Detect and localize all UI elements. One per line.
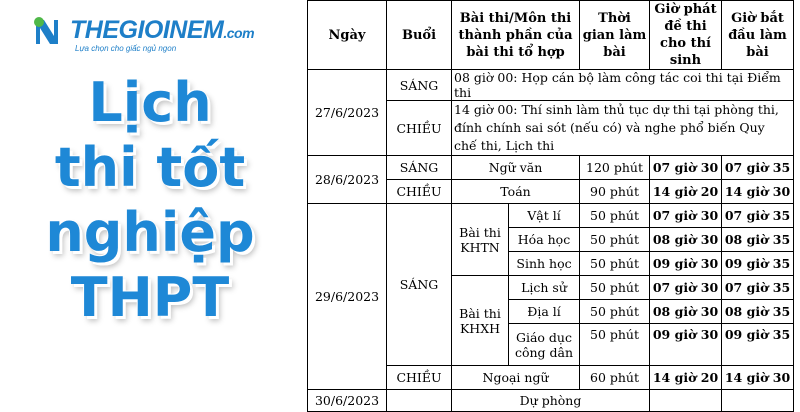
start-time-cell: 07 giờ 35 xyxy=(722,276,794,300)
exam-schedule-table xyxy=(307,0,794,412)
subject-cell: Toán xyxy=(452,180,580,204)
date-cell: 29/6/2023 xyxy=(308,204,387,390)
session-cell: SÁNG xyxy=(387,204,452,366)
session-cell: CHIỀU xyxy=(387,180,452,204)
table-row xyxy=(308,70,794,101)
start-time-cell: 07 giờ 35 xyxy=(722,204,794,228)
paper-time-cell: 14 giờ 20 xyxy=(650,366,722,390)
date-cell: 28/6/2023 xyxy=(308,156,387,204)
title-line: nghiệp xyxy=(45,201,255,264)
note-cell: 08 giờ 00: Họp cán bộ làm công tác coi thi tại Điểm thi xyxy=(452,70,794,101)
start-time-cell: 14 giờ 30 xyxy=(722,366,794,390)
subject-cell: Ngữ văn xyxy=(452,156,580,180)
paper-time-cell: 07 giờ 30 xyxy=(650,156,722,180)
duration-cell: 50 phút xyxy=(580,276,650,300)
subject-cell: Vật lí xyxy=(509,204,580,228)
title-line: THPT xyxy=(70,266,230,329)
logo-brand: THEGIOINEM xyxy=(70,16,224,44)
subject-cell: Địa lí xyxy=(509,300,580,324)
logo-text xyxy=(70,16,254,45)
paper-time-cell: 14 giờ 20 xyxy=(650,180,722,204)
session-cell: SÁNG xyxy=(387,70,452,101)
paper-time-cell: 07 giờ 30 xyxy=(650,204,722,228)
session-cell: CHIỀU xyxy=(387,366,452,390)
subject-cell: Hóa học xyxy=(509,228,580,252)
title-line: thi tốt xyxy=(54,136,246,199)
start-time-cell: 08 giờ 35 xyxy=(722,228,794,252)
table-row xyxy=(308,390,794,412)
start-time-cell: 14 giờ 30 xyxy=(722,180,794,204)
header-ngay: Ngày xyxy=(308,1,387,70)
start-time-cell: 08 giờ 35 xyxy=(722,300,794,324)
subject-cell: Ngoại ngữ xyxy=(452,366,580,390)
session-cell: SÁNG xyxy=(387,156,452,180)
subject-cell: Giáo dục công dân xyxy=(509,324,580,366)
subject-cell: Sinh học xyxy=(509,252,580,276)
start-time-cell: 07 giờ 35 xyxy=(722,156,794,180)
group-cell: Bài thi KHTN xyxy=(452,204,509,276)
logo-suffix: .com xyxy=(223,25,255,41)
paper-time-cell xyxy=(650,390,722,412)
paper-time-cell: 09 giờ 30 xyxy=(650,324,722,366)
session-cell xyxy=(387,390,452,412)
table-row xyxy=(308,156,794,180)
start-time-cell xyxy=(722,390,794,412)
logo[interactable] xyxy=(30,10,260,53)
duration-cell: 50 phút xyxy=(580,252,650,276)
header-phatde: Giờ phát đề thi cho thí sinh xyxy=(650,1,722,70)
session-cell: CHIỀU xyxy=(387,101,452,156)
note-cell: 14 giờ 00: Thí sinh làm thủ tục dự thi tại phòng thi, đính chính sai sót (nếu có) và nghe phổ biến Quy chế thi, Lịch thi xyxy=(452,101,794,156)
moon-logo-icon xyxy=(30,14,64,48)
header-mon: Bài thi/Môn thi thành phần của bài thi tổ hợp xyxy=(452,1,580,70)
duration-cell: 90 phút xyxy=(580,180,650,204)
duration-cell: 50 phút xyxy=(580,228,650,252)
header-batdau: Giờ bắt đầu làm bài xyxy=(722,1,794,70)
duration-cell: 50 phút xyxy=(580,324,650,366)
paper-time-cell: 07 giờ 30 xyxy=(650,276,722,300)
duration-cell: 60 phút xyxy=(580,366,650,390)
date-cell: 30/6/2023 xyxy=(308,390,387,412)
start-time-cell: 09 giờ 35 xyxy=(722,252,794,276)
title-line: Lịch xyxy=(88,71,212,134)
header-buoi: Buổi xyxy=(387,1,452,70)
duration-cell: 50 phút xyxy=(580,204,650,228)
logo-tagline: Lựa chọn cho giấc ngủ ngon xyxy=(75,44,177,53)
date-cell: 27/6/2023 xyxy=(308,70,387,156)
duration-cell: 120 phút xyxy=(580,156,650,180)
group-cell: Bài thi KHXH xyxy=(452,276,509,366)
subject-cell: Lịch sử xyxy=(509,276,580,300)
reserve-cell: Dự phòng xyxy=(452,390,650,412)
table-row xyxy=(308,204,794,228)
start-time-cell: 09 giờ 35 xyxy=(722,324,794,366)
duration-cell: 50 phút xyxy=(580,300,650,324)
header-row xyxy=(308,1,794,70)
paper-time-cell: 09 giờ 30 xyxy=(650,252,722,276)
left-panel xyxy=(0,0,300,400)
page-title xyxy=(0,70,300,330)
paper-time-cell: 08 giờ 30 xyxy=(650,228,722,252)
header-thoigian: Thời gian làm bài xyxy=(580,1,650,70)
paper-time-cell: 08 giờ 30 xyxy=(650,300,722,324)
